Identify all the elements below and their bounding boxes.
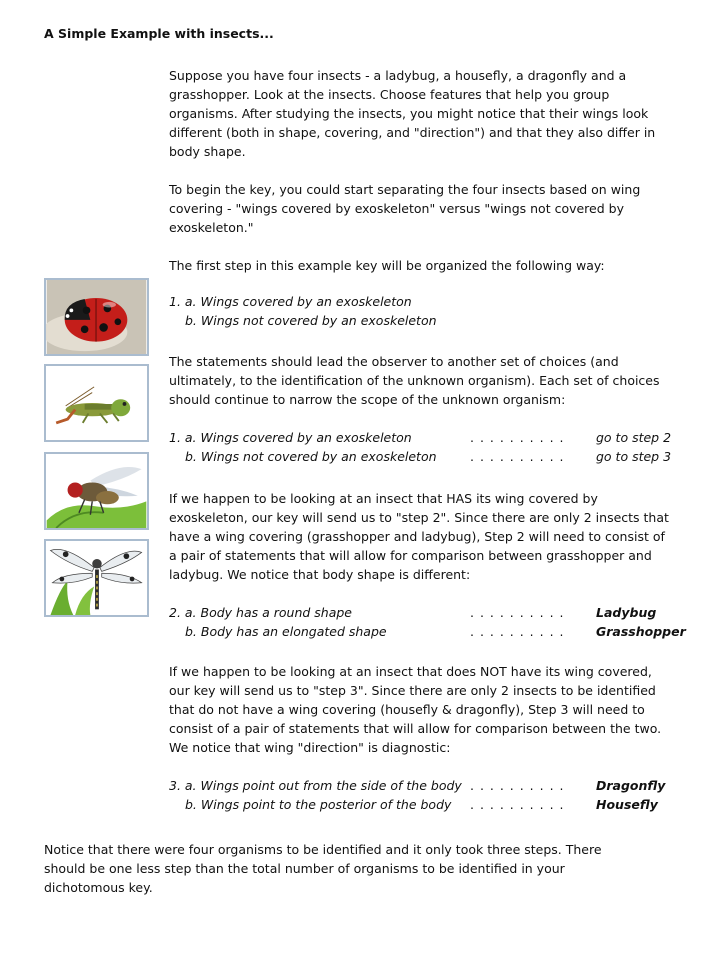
leader-dots: . . . . . . . . . . xyxy=(470,797,565,812)
leader-dots: . . . . . . . . . . xyxy=(470,430,565,445)
has-wing-paragraph: If we happen to be looking at an insect that HAS its wing covered by exoskeleton, our key will send us to "step 2". Since there are only 2 insects that have a wing covering (grasshopper and ladybug), Step 2 will need to consist of a pair of statements that will allow for comparison between grasshopper and ladybug. We notice that body shape is different: xyxy=(169,491,669,582)
key-target: go to step 3 xyxy=(596,449,672,464)
conclusion-paragraph: Notice that there were four organisms to be identified and it only took three steps. There should be one less step than the total number of organisms to be identified in your dichotomous key. xyxy=(44,842,602,895)
key-statement: 2. a. Body has a round shape xyxy=(169,605,352,620)
key-step3-line-b xyxy=(169,797,689,816)
key-step3-line-a xyxy=(169,778,689,797)
ladybug-image xyxy=(44,278,149,356)
intro-paragraph: Suppose you have four insects - a ladybug, a housefly, a dragonfly and a grasshopper. Look at the insects. Choose features that help you group organisms. After studying the insects, you might notice that their wings look different (both in shape, covering, and "direction") and that they also differ in body shape. xyxy=(169,68,656,159)
key-step2-line-a xyxy=(169,605,689,624)
key-step2-line-b xyxy=(169,624,689,643)
key-statement: b. Wings not covered by an exoskeleton xyxy=(185,313,437,328)
key-statement: b. Wings not covered by an exoskeleton xyxy=(185,449,437,464)
dragonfly-icon xyxy=(46,541,147,615)
not-wing-paragraph: If we happen to be looking at an insect that does NOT have its wing covered, our key will send us to "step 3". Since there are only 2 insects to be identified that do not have a wing covering (housefly & dragonfly), Step 3 will need to consist of a pair of statements that will allow for comparison between the two. We notice that wing "direction" is diagnostic: xyxy=(169,664,662,755)
housefly-icon xyxy=(46,454,147,528)
statements-paragraph: The statements should lead the observer to another set of choices (and ultimately, to the identification of the unknown organism). Each set of choices should continue to narrow the scope of the unknown organism: xyxy=(169,354,660,407)
leader-dots: . . . . . . . . . . xyxy=(470,624,565,639)
key-statement: b. Wings point to the posterior of the body xyxy=(185,797,452,812)
key-target: Ladybug xyxy=(596,605,657,620)
leader-dots: . . . . . . . . . . xyxy=(470,449,565,464)
key-step1-line-a xyxy=(169,430,689,449)
grasshopper-image xyxy=(44,364,149,442)
key-target: go to step 2 xyxy=(596,430,672,445)
ladybug-icon xyxy=(46,280,147,354)
leader-dots: . . . . . . . . . . xyxy=(470,605,565,620)
housefly-image xyxy=(44,452,149,530)
key-statement: b. Body has an elongated shape xyxy=(185,624,387,639)
key-target: Grasshopper xyxy=(596,624,686,639)
key-target: Dragonfly xyxy=(596,778,666,793)
page-title: A Simple Example with insects... xyxy=(44,26,274,41)
key-step1-line-b xyxy=(169,449,689,468)
key-statement: 3. a. Wings point out from the side of the body xyxy=(169,778,462,793)
leader-dots: . . . . . . . . . . xyxy=(470,778,565,793)
key-statement: 1. a. Wings covered by an exoskeleton xyxy=(169,294,412,309)
key-first-line-b xyxy=(169,313,689,332)
key-target: Housefly xyxy=(596,797,658,812)
first-step-paragraph: The first step in this example key will be organized the following way: xyxy=(169,258,605,273)
dragonfly-image xyxy=(44,539,149,617)
key-statement: 1. a. Wings covered by an exoskeleton xyxy=(169,430,412,445)
key-first-line-a xyxy=(169,294,689,313)
begin-paragraph: To begin the key, you could start separating the four insects based on wing covering - "wings covered by exoskeleton" versus "wings not covered by exoskeleton." xyxy=(169,182,641,235)
grasshopper-icon xyxy=(46,366,147,440)
